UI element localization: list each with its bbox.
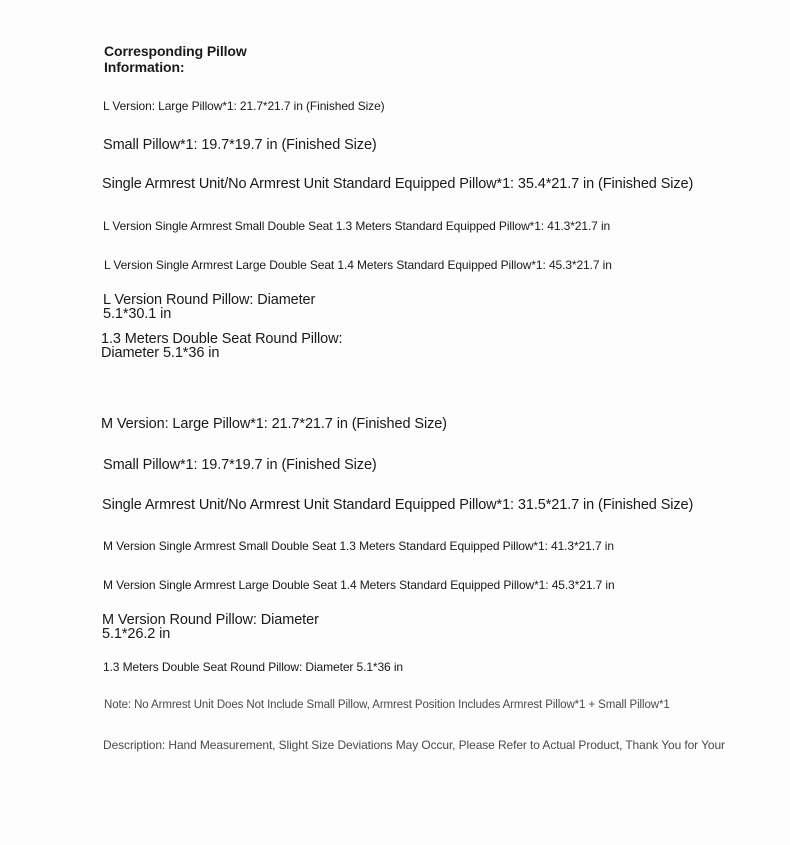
description-text: Description: Hand Measurement, Slight Size Deviations May Occur, Please Refer to Actual Product, Thank You for Your xyxy=(103,738,725,752)
l-large-pillow-text: L Version: Large Pillow*1: 21.7*21.7 in (Finished Size) xyxy=(103,99,385,113)
heading-line-1: Corresponding Pillow xyxy=(104,43,247,59)
l-small-pillow-text: Small Pillow*1: 19.7*19.7 in (Finished Size) xyxy=(103,137,377,153)
l-round-pillow-text xyxy=(103,293,315,321)
m-small-pillow-text: Small Pillow*1: 19.7*19.7 in (Finished Size) xyxy=(103,457,377,473)
l-small-double-seat-text: L Version Single Armrest Small Double Seat 1.3 Meters Standard Equipped Pillow*1: 41.3*21.7 in xyxy=(103,219,611,233)
l-single-armrest-pillow-text: Single Armrest Unit/No Armrest Unit Standard Equipped Pillow*1: 35.4*21.7 in (Finished Size) xyxy=(102,176,694,192)
heading-line-2: Information: xyxy=(104,59,185,75)
m-single-armrest-pillow-text: Single Armrest Unit/No Armrest Unit Standard Equipped Pillow*1: 31.5*21.7 in (Finished Size) xyxy=(102,497,694,513)
m-large-double-seat-text: M Version Single Armrest Large Double Seat 1.4 Meters Standard Equipped Pillow*1: 45.3*21.7 in xyxy=(103,578,615,592)
m-round-line-1: M Version Round Pillow: Diameter xyxy=(102,612,319,628)
l-round-line-2: 5.1*30.1 in xyxy=(103,306,172,322)
l-double-round-line-2: Diameter 5.1*36 in xyxy=(101,345,220,361)
l-double-round-line-1: 1.3 Meters Double Seat Round Pillow: xyxy=(101,331,343,347)
m-double-round-pillow-text: 1.3 Meters Double Seat Round Pillow: Diameter 5.1*36 in xyxy=(103,660,403,674)
l-large-double-seat-text: L Version Single Armrest Large Double Seat 1.4 Meters Standard Equipped Pillow*1: 45.3*21.7 in xyxy=(104,258,612,272)
m-round-pillow-text xyxy=(102,613,319,641)
m-large-pillow-text: M Version: Large Pillow*1: 21.7*21.7 in (Finished Size) xyxy=(101,416,447,432)
note-text: Note: No Armrest Unit Does Not Include Small Pillow, Armrest Position Includes Armrest Pillow*1 + Small Pillow*1 xyxy=(104,699,670,711)
m-small-double-seat-text: M Version Single Armrest Small Double Seat 1.3 Meters Standard Equipped Pillow*1: 41.3*21.7 in xyxy=(103,539,614,553)
m-round-line-2: 5.1*26.2 in xyxy=(102,626,171,642)
section-heading xyxy=(104,43,247,75)
l-round-line-1: L Version Round Pillow: Diameter xyxy=(103,292,316,308)
l-double-round-pillow-text xyxy=(101,332,342,360)
